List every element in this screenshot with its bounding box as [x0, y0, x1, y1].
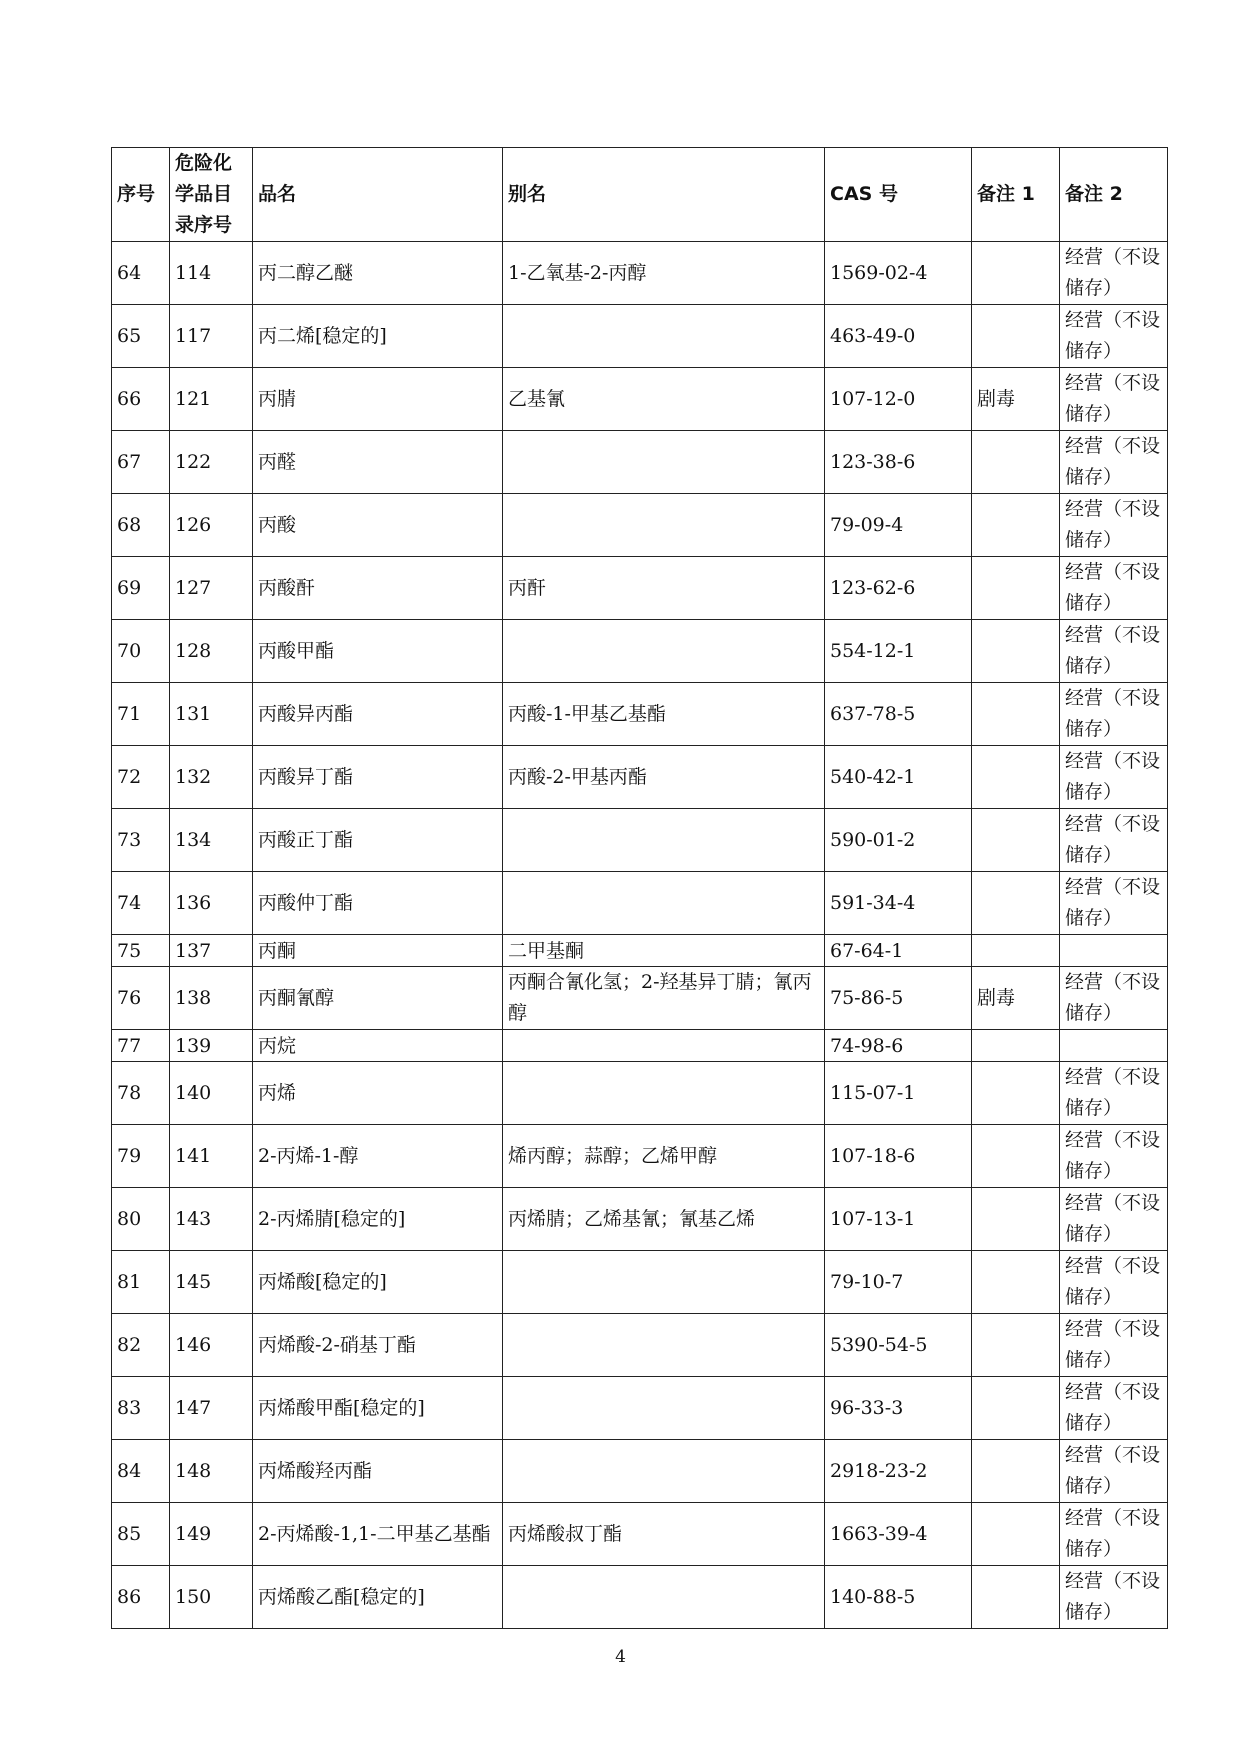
cell-cas: 140-88-5	[825, 1566, 972, 1629]
cell-name: 丙酸	[253, 494, 503, 557]
cell-note1	[972, 872, 1060, 935]
cell-note2: 经营（不设储存）	[1060, 1377, 1168, 1440]
table-row	[112, 1062, 1168, 1125]
cell-catalog-no: 136	[170, 872, 253, 935]
cell-note2: 经营（不设储存）	[1060, 242, 1168, 305]
cell-catalog-no: 114	[170, 242, 253, 305]
table-row	[112, 1503, 1168, 1566]
cell-note2	[1060, 935, 1168, 967]
header-seq: 序号	[112, 148, 170, 242]
cell-name: 丙烯酸[稳定的]	[253, 1251, 503, 1314]
table-row	[112, 1125, 1168, 1188]
cell-name: 丙烯	[253, 1062, 503, 1125]
table-row	[112, 746, 1168, 809]
cell-note2: 经营（不设储存）	[1060, 305, 1168, 368]
cell-note1	[972, 305, 1060, 368]
cell-seq: 64	[112, 242, 170, 305]
cell-note1	[972, 431, 1060, 494]
cell-name: 丙酸仲丁酯	[253, 872, 503, 935]
cell-catalog-no: 134	[170, 809, 253, 872]
cell-name: 2-丙烯腈[稳定的]	[253, 1188, 503, 1251]
cell-name: 丙酸甲酯	[253, 620, 503, 683]
header-name: 品名	[253, 148, 503, 242]
cell-seq: 65	[112, 305, 170, 368]
cell-note2: 经营（不设储存）	[1060, 1188, 1168, 1251]
cell-note1	[972, 1440, 1060, 1503]
table-row	[112, 967, 1168, 1030]
cell-catalog-no: 121	[170, 368, 253, 431]
cell-note2: 经营（不设储存）	[1060, 368, 1168, 431]
cell-alias	[503, 431, 825, 494]
table-row	[112, 620, 1168, 683]
cell-cas: 2918-23-2	[825, 1440, 972, 1503]
cell-note2: 经营（不设储存）	[1060, 1062, 1168, 1125]
cell-name: 丙烯酸甲酯[稳定的]	[253, 1377, 503, 1440]
cell-note1	[972, 1062, 1060, 1125]
cell-name: 丙醛	[253, 431, 503, 494]
cell-alias: 乙基氰	[503, 368, 825, 431]
cell-seq: 86	[112, 1566, 170, 1629]
cell-alias: 1-乙氧基-2-丙醇	[503, 242, 825, 305]
cell-note2: 经营（不设储存）	[1060, 1440, 1168, 1503]
table-row	[112, 872, 1168, 935]
cell-seq: 83	[112, 1377, 170, 1440]
cell-alias: 二甲基酮	[503, 935, 825, 967]
cell-note2: 经营（不设储存）	[1060, 1125, 1168, 1188]
cell-note1	[972, 683, 1060, 746]
cell-name: 丙腈	[253, 368, 503, 431]
table-body	[112, 242, 1168, 1629]
cell-note1	[972, 494, 1060, 557]
cell-note1: 剧毒	[972, 967, 1060, 1030]
header-catalog-no: 危险化学品目录序号	[170, 148, 253, 242]
cell-name: 丙酸酐	[253, 557, 503, 620]
cell-note1	[972, 242, 1060, 305]
table-row	[112, 242, 1168, 305]
cell-seq: 73	[112, 809, 170, 872]
cell-catalog-no: 132	[170, 746, 253, 809]
cell-catalog-no: 150	[170, 1566, 253, 1629]
cell-note2: 经营（不设储存）	[1060, 620, 1168, 683]
table-row	[112, 935, 1168, 967]
cell-cas: 591-34-4	[825, 872, 972, 935]
cell-seq: 74	[112, 872, 170, 935]
cell-catalog-no: 122	[170, 431, 253, 494]
cell-seq: 85	[112, 1503, 170, 1566]
cell-alias	[503, 1566, 825, 1629]
cell-seq: 72	[112, 746, 170, 809]
table-row	[112, 1566, 1168, 1629]
cell-cas: 67-64-1	[825, 935, 972, 967]
cell-note2: 经营（不设储存）	[1060, 967, 1168, 1030]
cell-note1	[972, 1314, 1060, 1377]
table-row	[112, 809, 1168, 872]
cell-name: 丙酮氰醇	[253, 967, 503, 1030]
cell-note2: 经营（不设储存）	[1060, 431, 1168, 494]
cell-note1	[972, 620, 1060, 683]
chemical-table	[111, 147, 1168, 1629]
cell-cas: 540-42-1	[825, 746, 972, 809]
cell-seq: 75	[112, 935, 170, 967]
cell-note1	[972, 935, 1060, 967]
cell-alias	[503, 620, 825, 683]
cell-catalog-no: 137	[170, 935, 253, 967]
cell-name: 丙二烯[稳定的]	[253, 305, 503, 368]
cell-alias	[503, 1377, 825, 1440]
header-note1: 备注 1	[972, 148, 1060, 242]
cell-seq: 82	[112, 1314, 170, 1377]
cell-catalog-no: 145	[170, 1251, 253, 1314]
cell-seq: 79	[112, 1125, 170, 1188]
cell-seq: 69	[112, 557, 170, 620]
cell-seq: 78	[112, 1062, 170, 1125]
cell-cas: 463-49-0	[825, 305, 972, 368]
table-row	[112, 1030, 1168, 1062]
cell-catalog-no: 146	[170, 1314, 253, 1377]
header-cas: CAS 号	[825, 148, 972, 242]
cell-note1	[972, 1251, 1060, 1314]
cell-alias	[503, 809, 825, 872]
cell-seq: 68	[112, 494, 170, 557]
cell-note1: 剧毒	[972, 368, 1060, 431]
cell-cas: 75-86-5	[825, 967, 972, 1030]
cell-catalog-no: 148	[170, 1440, 253, 1503]
cell-alias	[503, 1062, 825, 1125]
cell-note1	[972, 809, 1060, 872]
cell-cas: 74-98-6	[825, 1030, 972, 1062]
cell-name: 丙酮	[253, 935, 503, 967]
table-row	[112, 1314, 1168, 1377]
table-row	[112, 683, 1168, 746]
table-row	[112, 1251, 1168, 1314]
cell-note2: 经营（不设储存）	[1060, 1503, 1168, 1566]
cell-name: 丙酸异丁酯	[253, 746, 503, 809]
cell-seq: 76	[112, 967, 170, 1030]
cell-catalog-no: 139	[170, 1030, 253, 1062]
cell-note1	[972, 1125, 1060, 1188]
cell-alias	[503, 872, 825, 935]
cell-name: 2-丙烯-1-醇	[253, 1125, 503, 1188]
cell-alias	[503, 305, 825, 368]
cell-cas: 115-07-1	[825, 1062, 972, 1125]
cell-catalog-no: 147	[170, 1377, 253, 1440]
cell-note2: 经营（不设储存）	[1060, 746, 1168, 809]
cell-cas: 79-10-7	[825, 1251, 972, 1314]
table-row	[112, 1377, 1168, 1440]
cell-cas: 79-09-4	[825, 494, 972, 557]
cell-name: 丙烯酸乙酯[稳定的]	[253, 1566, 503, 1629]
cell-name: 丙烯酸-2-硝基丁酯	[253, 1314, 503, 1377]
cell-seq: 71	[112, 683, 170, 746]
cell-note2: 经营（不设储存）	[1060, 1251, 1168, 1314]
cell-name: 丙酸正丁酯	[253, 809, 503, 872]
cell-catalog-no: 143	[170, 1188, 253, 1251]
cell-note2: 经营（不设储存）	[1060, 809, 1168, 872]
cell-seq: 77	[112, 1030, 170, 1062]
cell-seq: 81	[112, 1251, 170, 1314]
cell-name: 丙烷	[253, 1030, 503, 1062]
table-row	[112, 494, 1168, 557]
table-row	[112, 1440, 1168, 1503]
cell-seq: 70	[112, 620, 170, 683]
cell-cas: 554-12-1	[825, 620, 972, 683]
cell-alias: 烯丙醇；蒜醇；乙烯甲醇	[503, 1125, 825, 1188]
cell-cas: 590-01-2	[825, 809, 972, 872]
cell-alias	[503, 494, 825, 557]
cell-cas: 5390-54-5	[825, 1314, 972, 1377]
cell-catalog-no: 141	[170, 1125, 253, 1188]
cell-cas: 1569-02-4	[825, 242, 972, 305]
page-number: 4	[615, 1647, 626, 1667]
cell-note1	[972, 1503, 1060, 1566]
header-note2: 备注 2	[1060, 148, 1168, 242]
cell-name: 丙酸异丙酯	[253, 683, 503, 746]
cell-catalog-no: 128	[170, 620, 253, 683]
table-header-row	[112, 148, 1168, 242]
table-row	[112, 1188, 1168, 1251]
cell-name: 2-丙烯酸-1,1-二甲基乙基酯	[253, 1503, 503, 1566]
cell-catalog-no: 140	[170, 1062, 253, 1125]
cell-cas: 123-62-6	[825, 557, 972, 620]
cell-alias	[503, 1251, 825, 1314]
cell-catalog-no: 138	[170, 967, 253, 1030]
cell-note1	[972, 1566, 1060, 1629]
cell-alias: 丙酸-2-甲基丙酯	[503, 746, 825, 809]
cell-seq: 84	[112, 1440, 170, 1503]
cell-alias	[503, 1440, 825, 1503]
cell-catalog-no: 126	[170, 494, 253, 557]
cell-cas: 107-18-6	[825, 1125, 972, 1188]
table-row	[112, 557, 1168, 620]
cell-catalog-no: 149	[170, 1503, 253, 1566]
cell-alias: 丙酸-1-甲基乙基酯	[503, 683, 825, 746]
cell-cas: 96-33-3	[825, 1377, 972, 1440]
cell-alias	[503, 1030, 825, 1062]
cell-note1	[972, 1377, 1060, 1440]
cell-alias: 丙酮合氰化氢；2-羟基异丁腈；氰丙醇	[503, 967, 825, 1030]
cell-alias: 丙烯腈；乙烯基氰；氰基乙烯	[503, 1188, 825, 1251]
cell-note2: 经营（不设储存）	[1060, 1566, 1168, 1629]
cell-note1	[972, 557, 1060, 620]
header-alias: 别名	[503, 148, 825, 242]
cell-seq: 67	[112, 431, 170, 494]
cell-alias: 丙酐	[503, 557, 825, 620]
cell-seq: 66	[112, 368, 170, 431]
cell-note1	[972, 1030, 1060, 1062]
cell-alias: 丙烯酸叔丁酯	[503, 1503, 825, 1566]
cell-cas: 1663-39-4	[825, 1503, 972, 1566]
cell-cas: 637-78-5	[825, 683, 972, 746]
cell-name: 丙二醇乙醚	[253, 242, 503, 305]
cell-note2: 经营（不设储存）	[1060, 494, 1168, 557]
cell-seq: 80	[112, 1188, 170, 1251]
cell-note2: 经营（不设储存）	[1060, 557, 1168, 620]
cell-note2	[1060, 1030, 1168, 1062]
cell-cas: 123-38-6	[825, 431, 972, 494]
cell-cas: 107-13-1	[825, 1188, 972, 1251]
table-row	[112, 368, 1168, 431]
cell-note2: 经营（不设储存）	[1060, 683, 1168, 746]
cell-catalog-no: 127	[170, 557, 253, 620]
cell-alias	[503, 1314, 825, 1377]
cell-cas: 107-12-0	[825, 368, 972, 431]
cell-note1	[972, 1188, 1060, 1251]
cell-note2: 经营（不设储存）	[1060, 872, 1168, 935]
table-row	[112, 305, 1168, 368]
cell-note2: 经营（不设储存）	[1060, 1314, 1168, 1377]
cell-note1	[972, 746, 1060, 809]
cell-catalog-no: 131	[170, 683, 253, 746]
cell-catalog-no: 117	[170, 305, 253, 368]
cell-name: 丙烯酸羟丙酯	[253, 1440, 503, 1503]
table-row	[112, 431, 1168, 494]
